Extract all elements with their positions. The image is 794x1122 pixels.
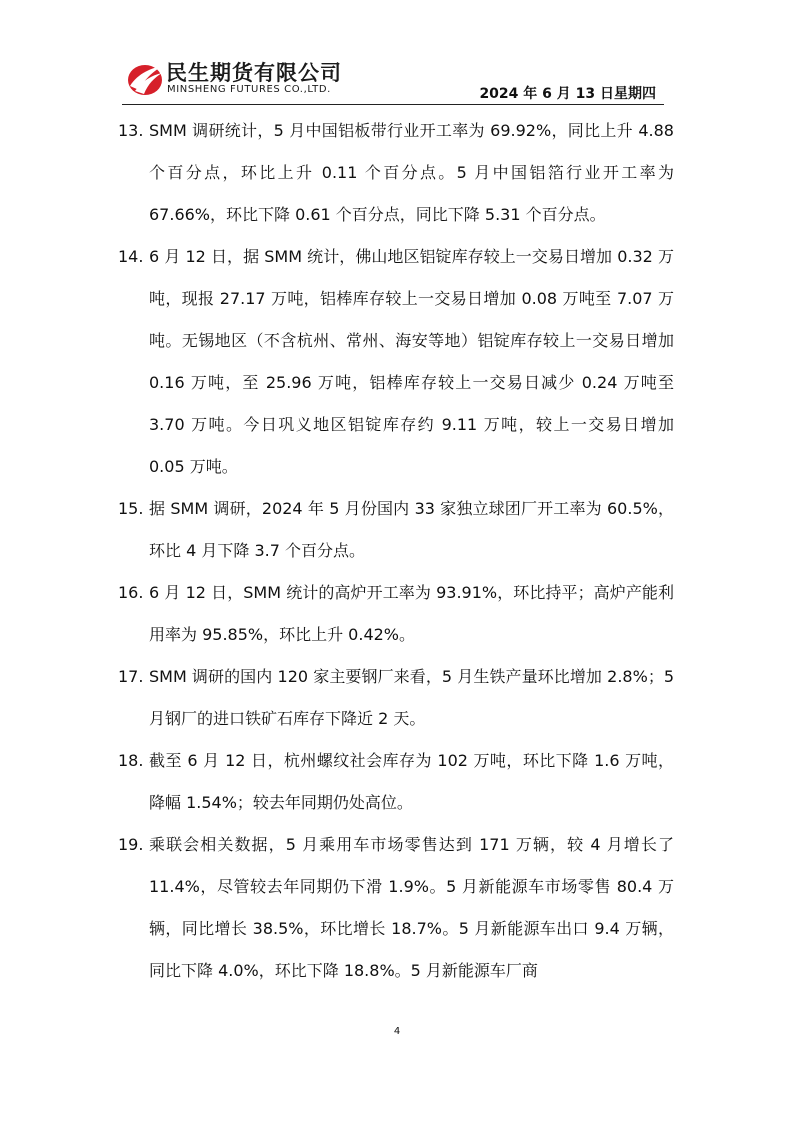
item-text: 乘联会相关数据，5 月乘用车市场零售达到 171 万辆，较 4 月增长了 11.4%，尽管较去年同期仍下滑 1.9%。5 月新能源车市场零售 80.4 万辆，同比增长 38.5%，环比增长 18.7%。5 月新能源车出口 9.4 万辆，同比下降 4.0%，环比下降 18.8%。5 月新能源车厂商 <box>149 835 674 980</box>
news-list <box>118 110 674 992</box>
item-number: 18. <box>118 751 144 770</box>
report-date: 2024 年 6 月 13 日星期四 <box>479 86 656 102</box>
item-number: 14. <box>118 247 144 266</box>
item-text: SMM 调研统计，5 月中国铝板带行业开工率为 69.92%，同比上升 4.88 个百分点，环比上升 0.11 个百分点。5 月中国铝箔行业开工率为 67.66%，环比下降 0.61 个百分点，同比下降 5.31 个百分点。 <box>149 121 674 224</box>
item-text: 截至 6 月 12 日，杭州螺纹社会库存为 102 万吨，环比下降 1.6 万吨，降幅 1.54%；较去年同期仍处高位。 <box>149 751 674 812</box>
item-text: 据 SMM 调研，2024 年 5 月份国内 33 家独立球团厂开工率为 60.5%，环比 4 月下降 3.7 个百分点。 <box>149 499 674 560</box>
page-header <box>122 55 664 103</box>
company-logo <box>122 55 372 101</box>
item-number: 17. <box>118 667 144 686</box>
page-number: 4 <box>393 1026 401 1037</box>
item-text: 6 月 12 日，SMM 统计的高炉开工率为 93.91%，环比持平；高炉产能利用率为 95.85%，环比上升 0.42%。 <box>149 583 674 644</box>
item-number: 19. <box>118 835 144 854</box>
minsheng-logo-icon <box>126 59 166 99</box>
item-number: 15. <box>118 499 144 518</box>
company-name-en: MINSHENG FUTURES CO.,LTD. <box>167 84 331 95</box>
list-item <box>118 572 674 656</box>
list-item <box>118 824 674 992</box>
company-name-cn: 民生期货有限公司 <box>166 61 342 85</box>
list-item <box>118 740 674 824</box>
item-text: SMM 调研的国内 120 家主要钢厂来看，5 月生铁产量环比增加 2.8%；5 月钢厂的进口铁矿石库存下降近 2 天。 <box>149 667 674 728</box>
header-divider <box>122 104 664 105</box>
item-text: 6 月 12 日，据 SMM 统计，佛山地区铝锭库存较上一交易日增加 0.32 万吨，现报 27.17 万吨，铝棒库存较上一交易日增加 0.08 万吨至 7.07 万吨。无锡地区（不含杭州、常州、海安等地）铝锭库存较上一交易日增加 0.16 万吨，至 25.96 万吨，铝棒库存较上一交易日减少 0.24 万吨至 3.70 万吨。今日巩义地区铝锭库存约 9.11 万吨，较上一交易日增加 0.05 万吨。 <box>149 247 674 476</box>
list-item <box>118 656 674 740</box>
list-item <box>118 236 674 488</box>
list-item <box>118 488 674 572</box>
item-number: 13. <box>118 121 144 140</box>
item-number: 16. <box>118 583 144 602</box>
list-item <box>118 110 674 236</box>
